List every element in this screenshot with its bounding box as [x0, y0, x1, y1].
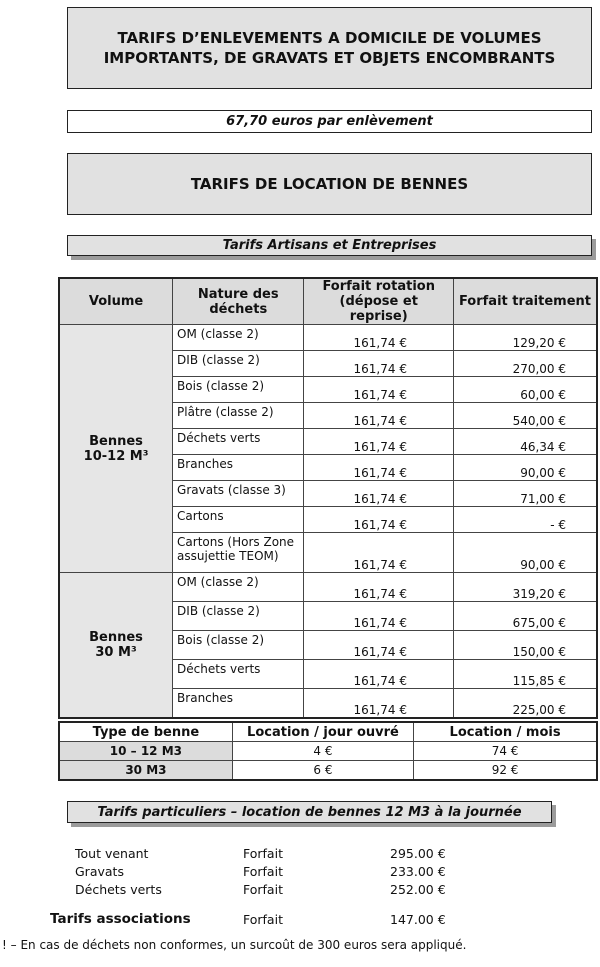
associations-label: Tarifs associations: [50, 911, 191, 927]
nature-cell: Plâtre (classe 2): [173, 403, 304, 429]
group-label-line2: 30 M³: [95, 644, 137, 660]
treatment-cell: 46,34 €: [453, 429, 597, 455]
treatment-cell: 90,00 €: [453, 455, 597, 481]
treatment-cell: 150,00 €: [453, 631, 597, 660]
treatment-cell: 90,00 €: [453, 533, 597, 573]
type-cell: 30 M3: [59, 761, 232, 781]
particulier-type: Forfait: [243, 864, 283, 879]
header-volume: Volume: [59, 278, 173, 325]
month-price-cell: 74 €: [414, 742, 597, 761]
header-nature: Nature des déchets: [173, 278, 304, 325]
footnote: ! – En cas de déchets non conformes, un surcoût de 300 euros sera appliqué.: [2, 938, 467, 952]
nature-cell: Branches: [173, 689, 304, 718]
rental-subtitle: Tarifs Artisans et Entreprises: [222, 238, 437, 253]
nature-cell: Cartons (Hors Zone assujettie TEOM): [173, 533, 304, 573]
main-title-line2: IMPORTANTS, DE GRAVATS ET OBJETS ENCOMBRANTS: [103, 49, 556, 67]
nature-cell: DIB (classe 2): [173, 602, 304, 631]
treatment-cell: - €: [453, 507, 597, 533]
nature-cell: Déchets verts: [173, 429, 304, 455]
rental-title: TARIFS DE LOCATION DE BENNES: [190, 175, 469, 193]
treatment-cell: 675,00 €: [453, 602, 597, 631]
particuliers-title-box: [67, 801, 552, 823]
particulier-label: Déchets verts: [75, 882, 162, 897]
particulier-price: 252.00 €: [390, 882, 446, 897]
table-row: [59, 761, 597, 781]
nature-cell: Bois (classe 2): [173, 631, 304, 660]
day-price-cell: 6 €: [232, 761, 413, 781]
table-row: [59, 742, 597, 761]
table-header-row: [59, 722, 597, 742]
pickup-price-box: [67, 110, 592, 133]
particuliers-title: Tarifs particuliers – location de bennes 12 M3 à la journée: [97, 804, 522, 820]
table-header-row: [59, 278, 597, 325]
group-label-30: [59, 573, 173, 718]
treatment-cell: 319,20 €: [453, 573, 597, 602]
pickup-price: 67,70 euros par enlèvement: [226, 114, 433, 129]
header-type: Type de benne: [59, 722, 232, 742]
table-row: [59, 325, 597, 351]
associations-type: Forfait: [243, 912, 283, 927]
nature-cell: DIB (classe 2): [173, 351, 304, 377]
group-label-line2: 10-12 M³: [83, 448, 149, 464]
rotation-cell: 161,74 €: [304, 631, 453, 660]
treatment-cell: 270,00 €: [453, 351, 597, 377]
particulier-label: Gravats: [75, 864, 124, 879]
treatment-cell: 115,85 €: [453, 660, 597, 689]
group-label-10-12: [59, 325, 173, 573]
treatment-cell: 540,00 €: [453, 403, 597, 429]
rotation-cell: 161,74 €: [304, 533, 453, 573]
rotation-cell: 161,74 €: [304, 602, 453, 631]
rotation-cell: 161,74 €: [304, 351, 453, 377]
rotation-cell: 161,74 €: [304, 573, 453, 602]
type-cell: 10 – 12 M3: [59, 742, 232, 761]
rotation-cell: 161,74 €: [304, 325, 453, 351]
particulier-price: 295.00 €: [390, 846, 446, 861]
particulier-price: 233.00 €: [390, 864, 446, 879]
rental-subtitle-box: [67, 235, 592, 256]
nature-cell: Cartons: [173, 507, 304, 533]
nature-cell: Branches: [173, 455, 304, 481]
particulier-type: Forfait: [243, 846, 283, 861]
rotation-cell: 161,74 €: [304, 455, 453, 481]
nature-cell: Déchets verts: [173, 660, 304, 689]
header-rotation: Forfait rotation (dépose et reprise): [304, 278, 453, 325]
treatment-cell: 129,20 €: [453, 325, 597, 351]
rental-title-box: [67, 153, 592, 215]
nature-cell: Gravats (classe 3): [173, 481, 304, 507]
main-title-line1: TARIFS D’ENLEVEMENTS A DOMICILE DE VOLUMES: [117, 29, 542, 47]
pricing-table: [58, 277, 598, 719]
header-treatment: Forfait traitement: [453, 278, 597, 325]
particulier-type: Forfait: [243, 882, 283, 897]
header-day: Location / jour ouvré: [232, 722, 413, 742]
rotation-cell: 161,74 €: [304, 377, 453, 403]
associations-price: 147.00 €: [390, 912, 446, 927]
main-title: [104, 28, 556, 68]
treatment-cell: 71,00 €: [453, 481, 597, 507]
treatment-cell: 60,00 €: [453, 377, 597, 403]
rotation-cell: 161,74 €: [304, 481, 453, 507]
nature-cell: OM (classe 2): [173, 573, 304, 602]
location-table: [58, 721, 598, 781]
month-price-cell: 92 €: [414, 761, 597, 781]
header-month: Location / mois: [414, 722, 597, 742]
group-label-line1: Bennes: [89, 433, 143, 449]
group-label-line1: Bennes: [89, 629, 143, 645]
particulier-label: Tout venant: [75, 846, 149, 861]
rotation-cell: 161,74 €: [304, 429, 453, 455]
main-title-box: [67, 7, 592, 89]
rotation-cell: 161,74 €: [304, 660, 453, 689]
table-row: [59, 573, 597, 602]
rotation-cell: 161,74 €: [304, 689, 453, 718]
nature-cell: Bois (classe 2): [173, 377, 304, 403]
rotation-cell: 161,74 €: [304, 403, 453, 429]
nature-cell: OM (classe 2): [173, 325, 304, 351]
treatment-cell: 225,00 €: [453, 689, 597, 718]
rotation-cell: 161,74 €: [304, 507, 453, 533]
day-price-cell: 4 €: [232, 742, 413, 761]
